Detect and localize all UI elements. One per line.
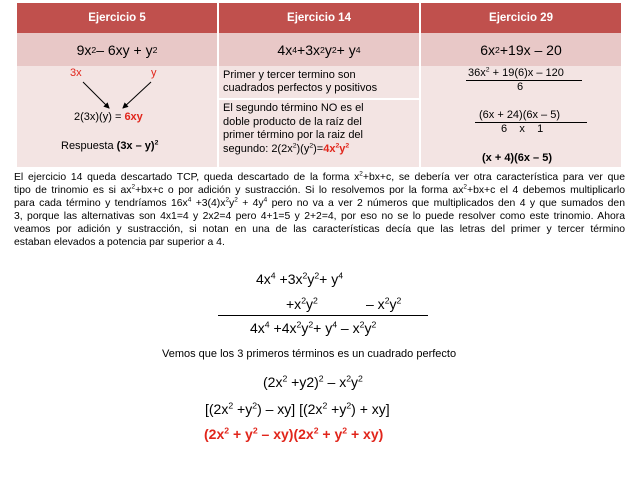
ej5-term-b: y: [151, 67, 157, 79]
exercise-table: [17, 3, 621, 167]
solution-line-5: $[(2x^2 +y^2) - xy]$ $[(2x^2 +y^2) + xy]$: [205, 400, 390, 417]
ej29-step2-denominator: 6 x 1: [501, 123, 544, 135]
explanation-paragraph: [14, 171, 625, 250]
paragraph-line: 3, porque las alternativas son 4x1=4 y 2x2=4 pero 4+1=5 y 2+2=4, por eso no se lo puede resolver como este trinomio. Ahora: [14, 211, 625, 223]
expression-ej29: 6x 2 +19x – 20: [421, 33, 621, 66]
ej29-step2-numerator: (6x + 24)(6x – 5): [479, 109, 561, 121]
solution-line-1: $4x^4 +3x^2y^2+ y^4$: [256, 270, 344, 287]
header-ejercicio-29: Ejercicio 29: [421, 3, 621, 33]
solution-sum-bar: [218, 315, 428, 316]
ej5-double-product: 2(3x)(y) = 6xy: [74, 111, 143, 123]
solution-final-answer: $(2x^2 + y^2 - xy)(2x^2 + y^2 + xy)$: [204, 425, 384, 442]
solution-line-2-add: $+x^2y^2$: [286, 295, 318, 312]
ej5-cross-arrows: [17, 66, 217, 116]
paragraph-line: tipo de trinomio es si $ax^2+bx+c$ o por adición y sustracción. Si lo resolvemos por la forma $ax^2+bx+c$ el 4 debemos multiplicarlo: [14, 183, 625, 197]
paragraph-line: El ejercicio 14 queda descartado TCP, queda descartado de la forma $x^2+bx+c$, se debería ver otra característica para ver que: [14, 170, 625, 183]
ej14-note-perfect-squares: Primer y tercer termino son cuadrados perfectos y positivos: [223, 69, 378, 94]
ej29-result: (x + 4)(6x – 5): [482, 152, 553, 164]
expression-ej14: 4x 4 +3x 2 y 2 + y 4: [219, 33, 419, 66]
ej14-note-double-product: El segundo término NO es el doble producto de la raíz del primer término por la raiz del segundo: $2(2x^2)(y^2)=4x^2y^2$: [223, 102, 364, 155]
cell-divider: [219, 98, 419, 100]
solution-line-4: $(2x^2 +y2)^2 - x^2y^2$: [263, 373, 363, 390]
solution-line-2-subtract: – $x^2y^2$: [366, 295, 402, 312]
solution-line-3: $4x^4 +4x^2y^2+ y^4 - x^2y^2$: [250, 319, 377, 336]
ej29-step1-fraction-bar: [466, 80, 582, 81]
paragraph-line: para cada término y tendríamos $16x^4 +3(4)x^2y^2 + 4y^4$ pero no va a ver 2 números que multiplicados den 4 y que sumados den: [14, 196, 625, 210]
expression-ej5: 9x 2 – 6xy + y 2: [17, 33, 217, 66]
paragraph-line: estaban elevados a potencia par superior a 4.: [14, 237, 225, 249]
ej29-step1-denominator: 6: [517, 81, 524, 93]
header-ejercicio-5: Ejercicio 5: [17, 3, 217, 33]
ej5-term-a: 3x: [70, 67, 82, 79]
paragraph-line: veamos por adición y sustracción, si notan en una de las características decía que las letras del primer y tercer término: [14, 224, 625, 236]
header-ejercicio-14: Ejercicio 14: [219, 3, 419, 33]
solution-note: Vemos que los 3 primeros términos es un cuadrado perfecto: [162, 348, 457, 360]
ej5-answer: Respuesta (3x – y)$^2$: [61, 139, 159, 152]
ej29-step1-numerator: $36x^2 + 19(6)x - 120$: [468, 66, 564, 79]
